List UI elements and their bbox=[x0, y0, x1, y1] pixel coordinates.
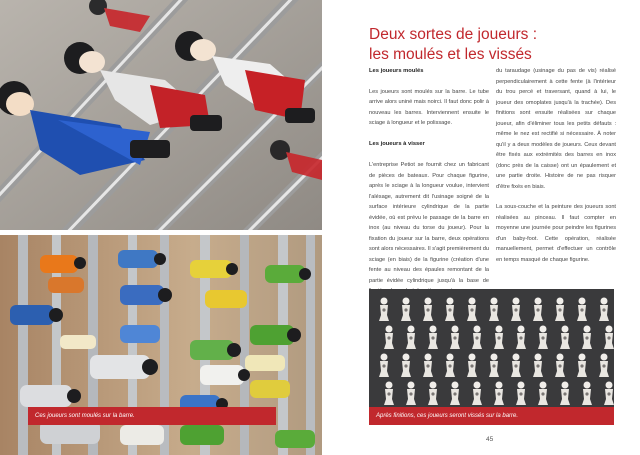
page-title bbox=[369, 25, 619, 65]
text-column-left bbox=[369, 66, 489, 307]
photo-red-blue-players bbox=[0, 0, 322, 230]
heading-molded-players: Les joueurs moulés bbox=[369, 68, 424, 74]
title-line-1: Deux sortes de joueurs : bbox=[369, 26, 538, 43]
red-blue-players-image bbox=[0, 0, 322, 230]
caption-screwed-players: Après finitions, ces joueurs seront vissés sur la barre. bbox=[369, 407, 614, 425]
photo-white-figurines bbox=[369, 289, 614, 407]
heading-screwed-players: Les joueurs à visser bbox=[369, 140, 425, 147]
title-line-2: les moulés et les vissés bbox=[369, 46, 532, 63]
caption-molded-players: Ces joueurs sont moulés sur la barre. bbox=[28, 407, 276, 425]
paragraph-screwed-players: L'entreprise Petiot se fournit chez un fabricant de pièces de bateaux. Pour chaque figurine, après le sciage à la longueur voulue, intervient l'alésage, autrement dit l'usinage soigné de la surface intérieure cylindrique de la partie évidée, où est prévu le passage de la barre en inox (au niveau du torse du joueur). Pour la fixation du joueur sur la barre, deux opérations sont alors nécessaires. Il s'agit premièrement du sciage (en biais) de la figurine (création d'une fente au niveau des épaules remontant de la partie évidée cylindrique jusqu'à la base de bbox=[369, 162, 489, 284]
page-number: 45 bbox=[486, 436, 494, 443]
text-column-right bbox=[496, 66, 616, 275]
white-figurines-image bbox=[369, 289, 614, 407]
paragraph-painting: La sous-couche et la peinture des joueurs sont réalisées au pinceau. Il faut compter en moyenne une journée pour peindre les figurines d'un baby-foot. Cette opération, réalisée manuellement, permet d'effectuer un contrôle en temps masqué de chaque figurine. bbox=[496, 204, 616, 263]
paragraph-molded-players: Les joueurs sont moulés sur la barre. Le tube arrive alors uniné mais noirci. Il faut donc polir à nouveau les barres. Interviennent ensuite le sciage à longueur et le polissage. bbox=[369, 88, 489, 126]
paragraph-tapping: du taraudage (usinage du pas de vis) réalisé perpendiculairement à cette fente (à l'intérieur du trou percé et traversant, quand à lui, le joueur des omoplates jusqu'à la trachée). Des finitions sont ensuite réalisées sur chaque joueur, afin d'éliminer tous les petits défauts : même le nez est rectifié si nécessaire. À noter qu'il y a deux modèles de joueurs. Ceux devant être fixés aux extrémités des barres en inox (donc près de la caisse) ont un épaulement et une partie droite. Histoire de ne pas risquer d'être fixés en biais. bbox=[496, 68, 616, 190]
